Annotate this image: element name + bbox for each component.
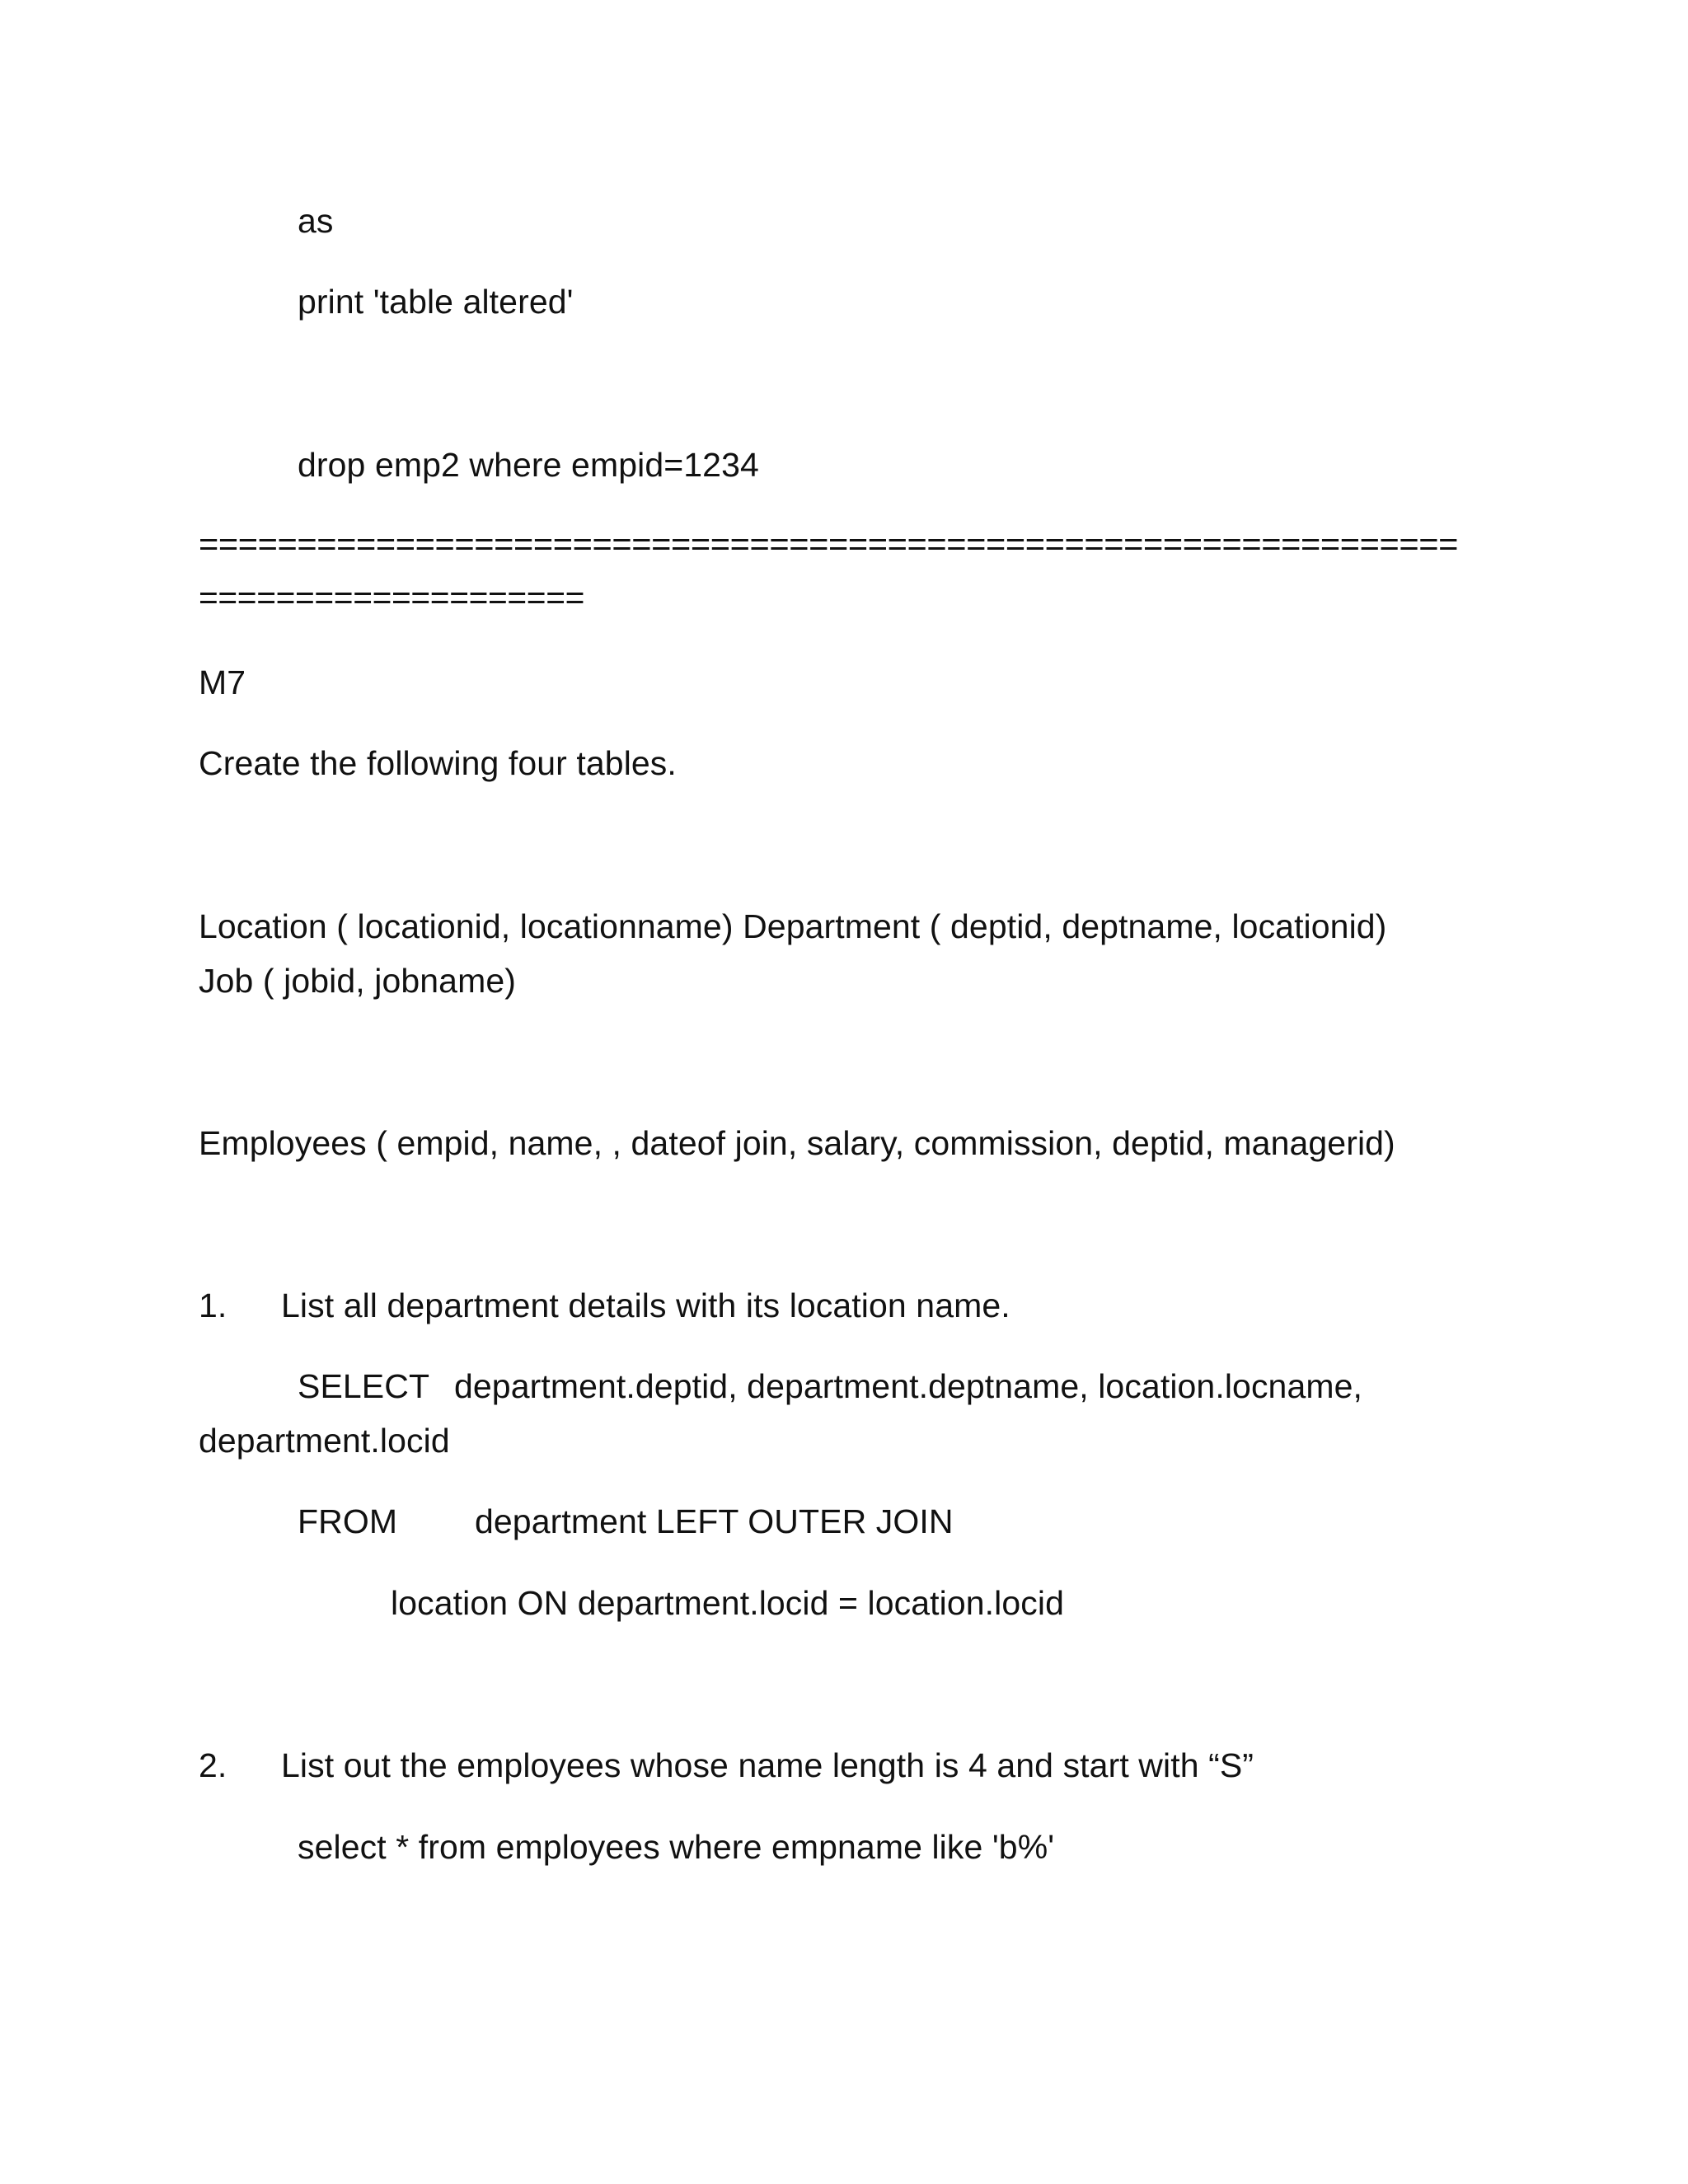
sql-select-continuation: department.locid [199,1422,450,1460]
code-line-print: print 'table altered' [298,283,574,321]
schema-employees: Employees ( empid, name, , dateof join, salary, commission, deptid, managerid) [199,1124,1395,1162]
sql-query-line: select * from employees where empname like 'b%' [298,1828,1055,1866]
sql-from-line [298,1502,954,1540]
question-1 [199,1286,1010,1324]
sql-select-columns: department.deptid, department.deptname, location.locname, [454,1367,1362,1405]
code-line-as: as [298,202,334,240]
sql-from-rest: department LEFT OUTER JOIN [475,1502,954,1540]
sql-on-line: location ON department.locid = location.locid [391,1584,1064,1622]
sql-from-keyword: FROM [298,1502,398,1540]
separator-line-2: ==================== [199,579,584,616]
question-2 [199,1746,1254,1784]
code-line-drop: drop emp2 where empid=1234 [298,446,759,484]
question-2-number: 2. [199,1746,227,1784]
separator-line-1: ================================================================ [199,525,1458,563]
section-heading: M7 [199,663,246,701]
sql-select-keyword: SELECT [298,1367,430,1405]
question-1-text: List all department details with its location name. [281,1286,1010,1324]
instruction-text: Create the following four tables. [199,744,677,782]
question-1-number: 1. [199,1286,227,1324]
schema-job: Job ( jobid, jobname) [199,962,516,1000]
schema-location-department: Location ( locationid, locationname) Department ( deptid, deptname, locationid) [199,907,1387,945]
question-2-text: List out the employees whose name length is 4 and start with “S” [281,1746,1254,1784]
sql-select-line [298,1367,1362,1405]
